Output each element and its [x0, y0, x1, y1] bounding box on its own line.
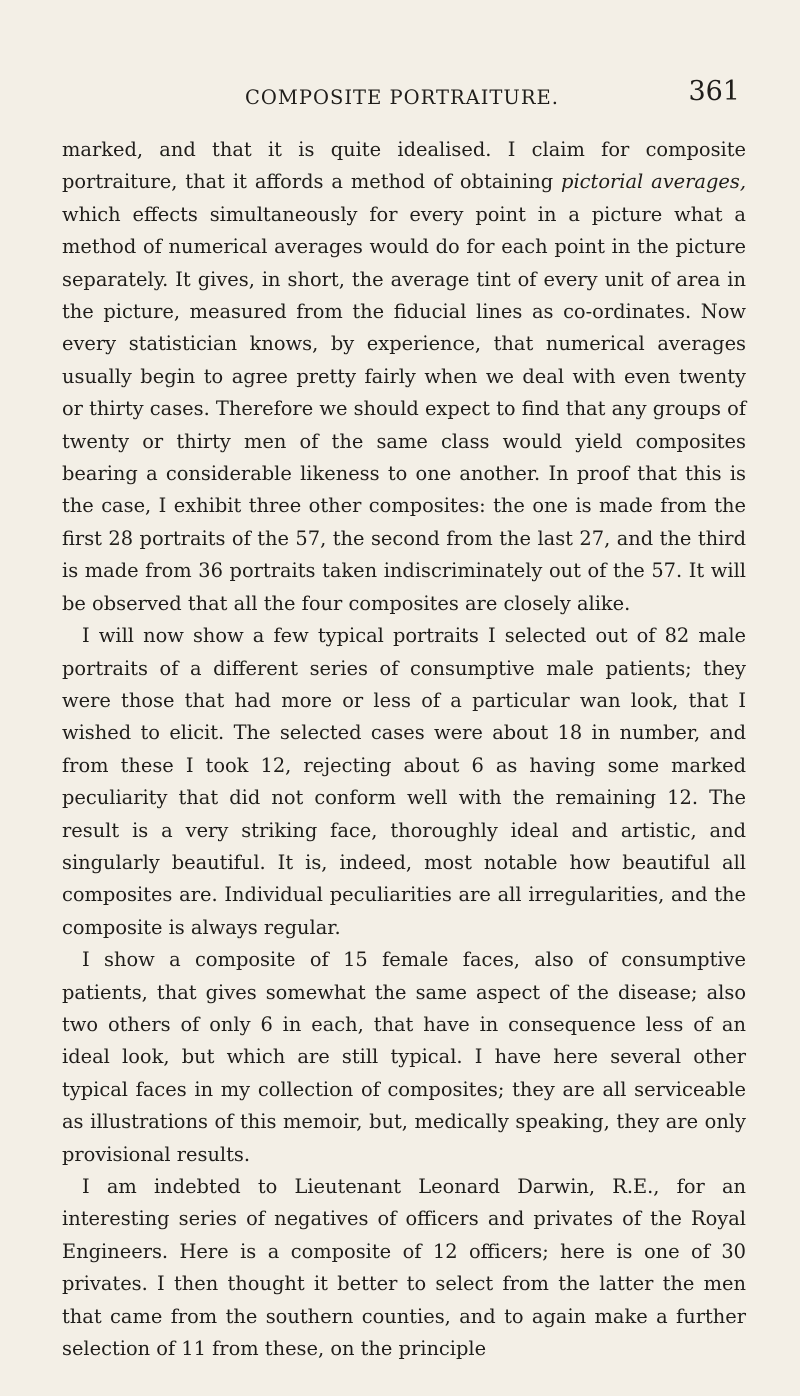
paragraph-1: [62, 134, 746, 620]
running-head-title: COMPOSITE PORTRAITURE.: [245, 86, 559, 109]
page-number: 361: [688, 76, 740, 107]
paragraph-4: I am indebted to Lieutenant Leonard Darwin, R.E., for an interesting series of negatives of officers and privates of the Royal Engineers. Here is a composite of 12 officers; here is one of 30 privates. I then thought it better to select from the latter the men that came from the southern counties, and to again make a further selection of 11 from these, on the principle: [62, 1175, 746, 1361]
running-head: [62, 76, 742, 112]
paragraph-1-text-after: which effects simultaneously for every point in a picture what a method of numerical averages would do for each point in the picture separately. It gives, in short, the average tint of every unit of area in the picture, measured from the fiducial lines as co-ordinates. Now every statistician knows, by experience, that numerical averages usually begin to agree pretty fairly when we deal with even twenty or thirty cases. Therefore we should expect to find that any groups of twenty or thirty men of the same class would yield composites bearing a considerable likeness to one another. In proof that this is the case, I exhibit three other composites: the one is made from the first 28 portraits of the 57, the second from the last 27, and the third is made from 36 portraits taken indiscriminately out of the 57. It will be observed that all the four composites are closely alike.: [62, 202, 746, 615]
paragraph-2: I will now show a few typical portraits I selected out of 82 male portraits of a different series of consumptive male patients; they were those that had more or less of a particular wan look, that I wished to elicit. The selected cases were about 18 in number, and from these I took 12, rejecting about 6 as having some marked peculiarity that did not conform well with the remaining 12. The result is a very striking face, thoroughly ideal and artistic, and singularly beautiful. It is, indeed, most notable how beautiful all composites are. Individual peculiarities are all irregularities, and the composite is always regular.: [62, 624, 746, 939]
paragraph-1-text-before: marked, and that it is quite idealised. I claim for composite portraiture, that it affords a method of obtaining: [62, 138, 746, 194]
body-text: [62, 134, 746, 1365]
paragraph-1-emphasis: pictorial averages,: [561, 170, 746, 194]
paragraph-3: I show a composite of 15 female faces, also of consumptive patients, that gives somewhat the same aspect of the disease; also two others of only 6 in each, that have in consequence less of an ideal look, but which are still typical. I have here several other typical faces in my collection of composites; they are all serviceable as illustrations of this memoir, but, medically speaking, they are only provisional results.: [62, 948, 746, 1166]
